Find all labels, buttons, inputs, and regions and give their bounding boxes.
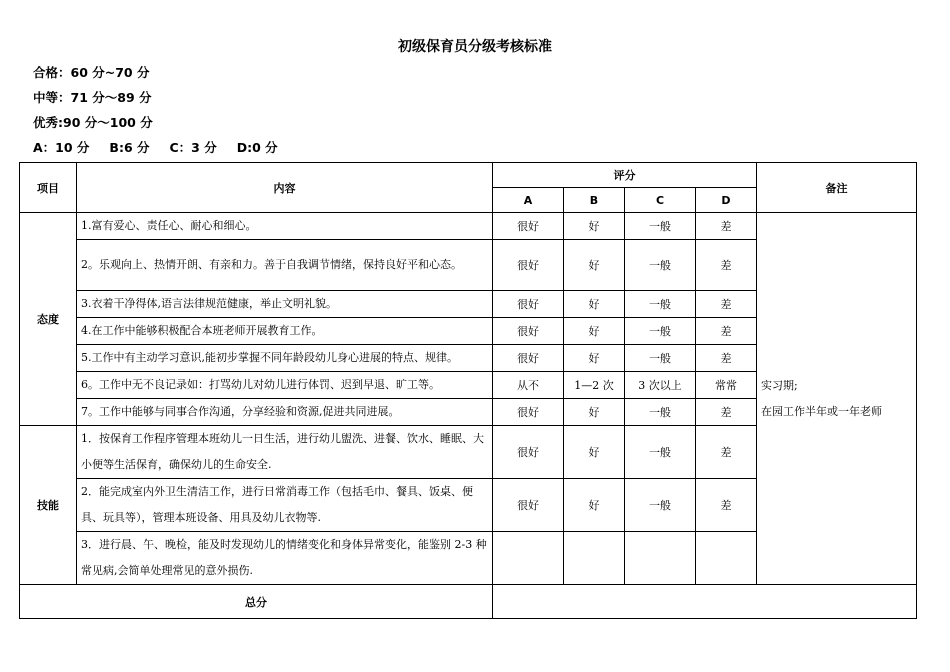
rating-a: 很好 <box>493 240 564 291</box>
rating-c: 3 次以上 <box>625 372 696 399</box>
category-attitude: 态度 <box>20 213 77 426</box>
score-d: D:0 分 <box>236 140 278 155</box>
row-content: 3．进行晨、午、晚检，能及时发现幼儿的情绪变化和身体异常变化，能鉴别 2-3 种常见病,会简单处理常见的意外损伤. <box>77 532 493 585</box>
header-note: 备注 <box>757 163 917 213</box>
note-line-1: 实习期; <box>761 378 798 392</box>
header-b: B <box>564 188 625 213</box>
row-content: 6。工作中无不良记录如：打骂幼儿对幼儿进行体罚、迟到早退、旷工等。 <box>77 372 493 399</box>
rating-c: 一般 <box>625 426 696 479</box>
category-skill: 技能 <box>20 426 77 585</box>
rating-d: 差 <box>696 291 757 318</box>
rating-c: 一般 <box>625 345 696 372</box>
rating-d <box>696 532 757 585</box>
note-cell <box>757 213 917 585</box>
rating-d: 差 <box>696 426 757 479</box>
rating-d: 常常 <box>696 372 757 399</box>
rating-b: 1—2 次 <box>564 372 625 399</box>
rating-b: 好 <box>564 479 625 532</box>
header-d: D <box>696 188 757 213</box>
rating-d: 差 <box>696 240 757 291</box>
rating-a: 很好 <box>493 426 564 479</box>
rating-c: 一般 <box>625 318 696 345</box>
row-content: 2．能完成室内外卫生清洁工作，进行日常消毒工作（包括毛巾、餐具、饭桌、便具、玩具等），管理本班设备、用具及幼儿衣物等. <box>77 479 493 532</box>
rating-d: 差 <box>696 318 757 345</box>
row-content: 1．按保育工作程序管理本班幼儿一日生活，进行幼儿盥洗、进餐、饮水、睡眠、大小便等生活保育，确保幼儿的生命安全. <box>77 426 493 479</box>
rating-b: 好 <box>564 345 625 372</box>
rating-b <box>564 532 625 585</box>
rating-a: 从不 <box>493 372 564 399</box>
header-rating: 评分 <box>493 163 757 188</box>
grade-medium: 中等：71 分～89 分 <box>33 90 152 105</box>
assessment-table <box>19 162 917 619</box>
total-row <box>20 585 917 619</box>
page-title: 初级保育员分级考核标准 <box>398 39 552 55</box>
total-value-cell <box>493 585 917 619</box>
rating-b: 好 <box>564 318 625 345</box>
total-label: 总分 <box>20 585 493 619</box>
rating-c: 一般 <box>625 240 696 291</box>
row-content: 2。乐观向上、热情开朗、有亲和力。善于自我调节情绪，保持良好平和心态。 <box>77 240 493 291</box>
rating-c: 一般 <box>625 399 696 426</box>
row-content: 7。工作中能够与同事合作沟通，分享经验和资源,促进共同进展。 <box>77 399 493 426</box>
header-item: 项目 <box>20 163 77 213</box>
header-c: C <box>625 188 696 213</box>
rating-d: 差 <box>696 399 757 426</box>
rating-b: 好 <box>564 213 625 240</box>
rating-c: 一般 <box>625 291 696 318</box>
rating-c: 一般 <box>625 213 696 240</box>
note-line-2: 在园工作半年或一年老师 <box>761 404 882 418</box>
rating-a: 很好 <box>493 318 564 345</box>
rating-a: 很好 <box>493 399 564 426</box>
rating-d: 差 <box>696 213 757 240</box>
rating-a <box>493 532 564 585</box>
rating-b: 好 <box>564 426 625 479</box>
rating-a: 很好 <box>493 345 564 372</box>
rating-d: 差 <box>696 479 757 532</box>
rating-c: 一般 <box>625 479 696 532</box>
grade-excellent: 优秀:90 分～100 分 <box>33 115 153 130</box>
header-row <box>20 163 917 188</box>
rating-b: 好 <box>564 399 625 426</box>
table-row <box>20 213 917 240</box>
rating-b: 好 <box>564 240 625 291</box>
rating-b: 好 <box>564 291 625 318</box>
grade-pass: 合格：60 分~70 分 <box>33 65 150 80</box>
row-content: 3.衣着干净得体,语言法律规范健康，举止文明礼貌。 <box>77 291 493 318</box>
rating-a: 很好 <box>493 479 564 532</box>
score-b: B:6 分 <box>109 140 150 155</box>
row-content: 4.在工作中能够积极配合本班老师开展教育工作。 <box>77 318 493 345</box>
rating-d: 差 <box>696 345 757 372</box>
header-content: 内容 <box>77 163 493 213</box>
rating-a: 很好 <box>493 213 564 240</box>
row-content: 1.富有爱心、责任心、耐心和细心。 <box>77 213 493 240</box>
score-a: A：10 分 <box>33 140 90 155</box>
rating-a: 很好 <box>493 291 564 318</box>
score-scale <box>33 138 278 156</box>
header-a: A <box>493 188 564 213</box>
row-content: 5.工作中有主动学习意识,能初步掌握不同年龄段幼儿身心进展的特点、规律。 <box>77 345 493 372</box>
score-c: C：3 分 <box>169 140 217 155</box>
rating-c <box>625 532 696 585</box>
